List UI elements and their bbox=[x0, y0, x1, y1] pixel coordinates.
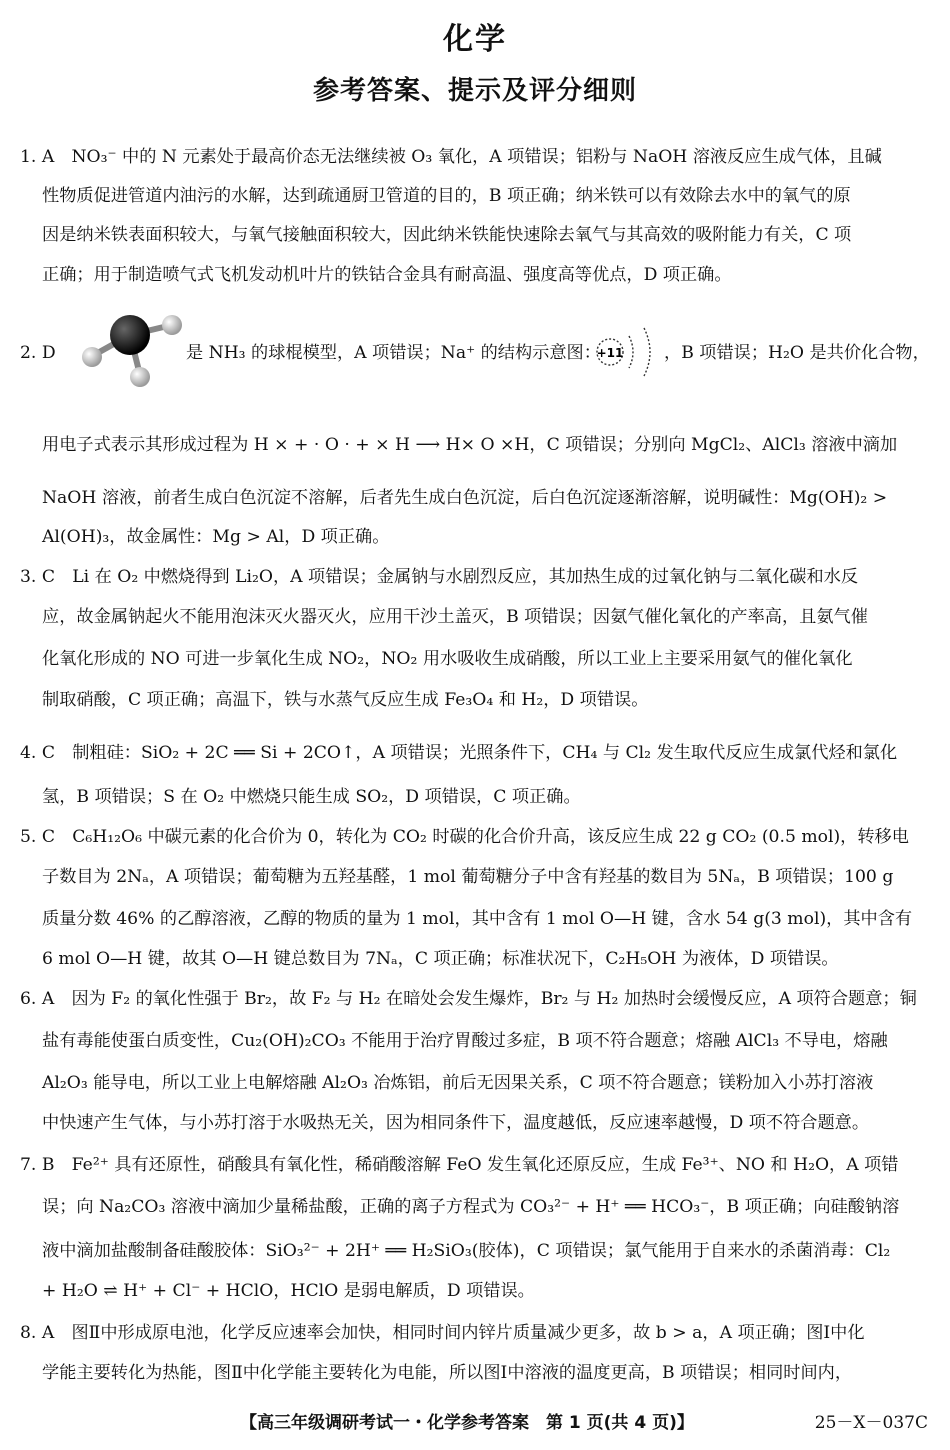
text-line: 7. B Fe²⁺ 具有还原性，硝酸具有氧化性，稀硝酸溶解 FeO 发生氧化还原反应，生成 Fe³⁺、NO 和 H₂O，A 项错 bbox=[20, 1155, 899, 1175]
text-line: Al(OH)₃，故金属性：Mg > Al，D 项正确。 bbox=[42, 527, 390, 547]
text-line: 6. A 因为 F₂ 的氧化性强于 Br₂，故 F₂ 与 H₂ 在暗处会发生爆炸，Br₂ 与 H₂ 加热时会缓慢反应，A 项符合题意；铜 bbox=[20, 989, 917, 1009]
ion-nucleus-label: +11 bbox=[596, 346, 624, 360]
text-line: NaOH 溶液，前者生成白色沉淀不溶解，后者先生成白色沉淀，后白色沉淀逐渐溶解，说明碱性：Mg(OH)₂ > bbox=[42, 488, 888, 508]
q2-label: 2. D bbox=[20, 343, 56, 363]
text-line: 3. C Li 在 O₂ 中燃烧得到 Li₂O，A 项错误；金属钠与水剧烈反应，其加热生成的过氧化钠与二氧化碳和水反 bbox=[20, 567, 859, 587]
page-title: 化学 bbox=[443, 22, 507, 57]
text-line: 4. C 制粗硅：SiO₂ + 2C ══ Si + 2CO↑，A 项错误；光照条件下，CH₄ 与 Cl₂ 发生取代反应生成氯代烃和氯化 bbox=[20, 743, 898, 763]
text-line: Al₂O₃ 能导电，所以工业上电解熔融 Al₂O₃ 冶炼铝，前后无因果关系，C 项不符合题意；镁粉加入小苏打溶液 bbox=[42, 1073, 874, 1093]
text-line: 正确；用于制造喷气式飞机发动机叶片的铁钴合金具有耐高温、强度高等优点，D 项正确。 bbox=[42, 265, 732, 285]
document-code: 25－X－037C bbox=[814, 1413, 928, 1433]
text-line: 化氧化形成的 NO 可进一步氧化生成 NO₂，NO₂ 用水吸收生成硝酸，所以工业上主要采用氨气的催化氧化 bbox=[42, 649, 853, 669]
text-line: 因是纳米铁表面积较大，与氧气接触面积较大，因此纳米铁能快速除去氧气与其高效的吸附能力有关，C 项 bbox=[42, 225, 852, 245]
text-line: 制取硝酸，C 项正确；高温下，铁与水蒸气反应生成 Fe₃O₄ 和 H₂，D 项错误。 bbox=[42, 690, 649, 710]
page-subtitle: 参考答案、提示及评分细则 bbox=[312, 76, 637, 106]
text-line: 性物质促进管道内油污的水解，达到疏通厨卫管道的目的，B 项正确；纳米铁可以有效除去水中的氧气的原 bbox=[42, 186, 851, 206]
text-line: 用电子式表示其形成过程为 H × + · O · + × H ⟶ H× O ×H，C 项错误；分别向 MgCl₂、AlCl₃ 溶液中滴加 bbox=[42, 435, 898, 455]
text-line: 误；向 Na₂CO₃ 溶液中滴加少量稀盐酸，正确的离子方程式为 CO₃²⁻ + H⁺ ══ HCO₃⁻，B 项正确；向硅酸钠溶 bbox=[42, 1197, 900, 1217]
text-line: 6 mol O—H 键，故其 O—H 键总数目为 7Nₐ，C 项正确；标准状况下，C₂H₅OH 为液体，D 项错误。 bbox=[42, 949, 839, 969]
text-line: 液中滴加盐酸制备硅酸胶体：SiO₃²⁻ + 2H⁺ ══ H₂SiO₃(胶体)，C 项错误；氯气能用于自来水的杀菌消毒：Cl₂ bbox=[42, 1241, 891, 1261]
text-line: 中快速产生气体，与小苏打溶于水吸热无关，因为相同条件下，温度越低，反应速率越慢，D 项不符合题意。 bbox=[42, 1113, 870, 1133]
page-footer: 【高三年级调研考试一・化学参考答案 第 1 页(共 4 页)】 bbox=[240, 1413, 694, 1433]
text-line: 5. C C₆H₁₂O₆ 中碳元素的化合价为 0，转化为 CO₂ 时碳的化合价升高，该反应生成 22 g CO₂ (0.5 mol)，转移电 bbox=[20, 827, 909, 847]
na-ion-structure-diagram bbox=[592, 322, 664, 380]
text-line: 质量分数 46% 的乙醇溶液，乙醇的物质的量为 1 mol，其中含有 1 mol O—H 键，含水 54 g(3 mol)，其中含有 bbox=[42, 909, 913, 929]
nh3-ball-stick-model bbox=[72, 305, 187, 390]
text-line: 8. A 图Ⅱ中形成原电池，化学反应速率会加快，相同时间内锌片质量减少更多，故 b > a，A 项正确；图Ⅰ中化 bbox=[20, 1323, 865, 1343]
text-line: 盐有毒能使蛋白质变性，Cu₂(OH)₂CO₃ 不能用于治疗胃酸过多症，B 项不符合题意；熔融 AlCl₃ 不导电，熔融 bbox=[42, 1031, 888, 1051]
text-line: 学能主要转化为热能，图Ⅱ中化学能主要转化为电能，所以图Ⅰ中溶液的温度更高，B 项错误；相同时间内， bbox=[42, 1363, 853, 1383]
text-line: 氢，B 项错误；S 在 O₂ 中燃烧只能生成 SO₂，D 项错误，C 项正确。 bbox=[42, 787, 581, 807]
text-line: + H₂O ⇌ H⁺ + Cl⁻ + HClO，HClO 是弱电解质，D 项错误。 bbox=[42, 1281, 535, 1301]
text-line: 子数目为 2Nₐ，A 项错误；葡萄糖为五羟基醛，1 mol 葡萄糖分子中含有羟基的数目为 5Nₐ，B 项错误；100 g bbox=[42, 867, 894, 887]
text-line: 应，故金属钠起火不能用泡沫灭火器灭火，应用干沙土盖灭，B 项错误；因氨气催化氧化的产率高，且氨气催 bbox=[42, 607, 868, 627]
text-line: ，B 项错误；H₂O 是共价化合物， bbox=[664, 343, 930, 363]
text-line: 是 NH₃ 的球棍模型，A 项错误；Na⁺ 的结构示意图： bbox=[186, 343, 601, 363]
text-line: 1. A NO₃⁻ 中的 N 元素处于最高价态无法继续被 O₃ 氧化，A 项错误；铝粉与 NaOH 溶液反应生成气体，且碱 bbox=[20, 147, 882, 167]
